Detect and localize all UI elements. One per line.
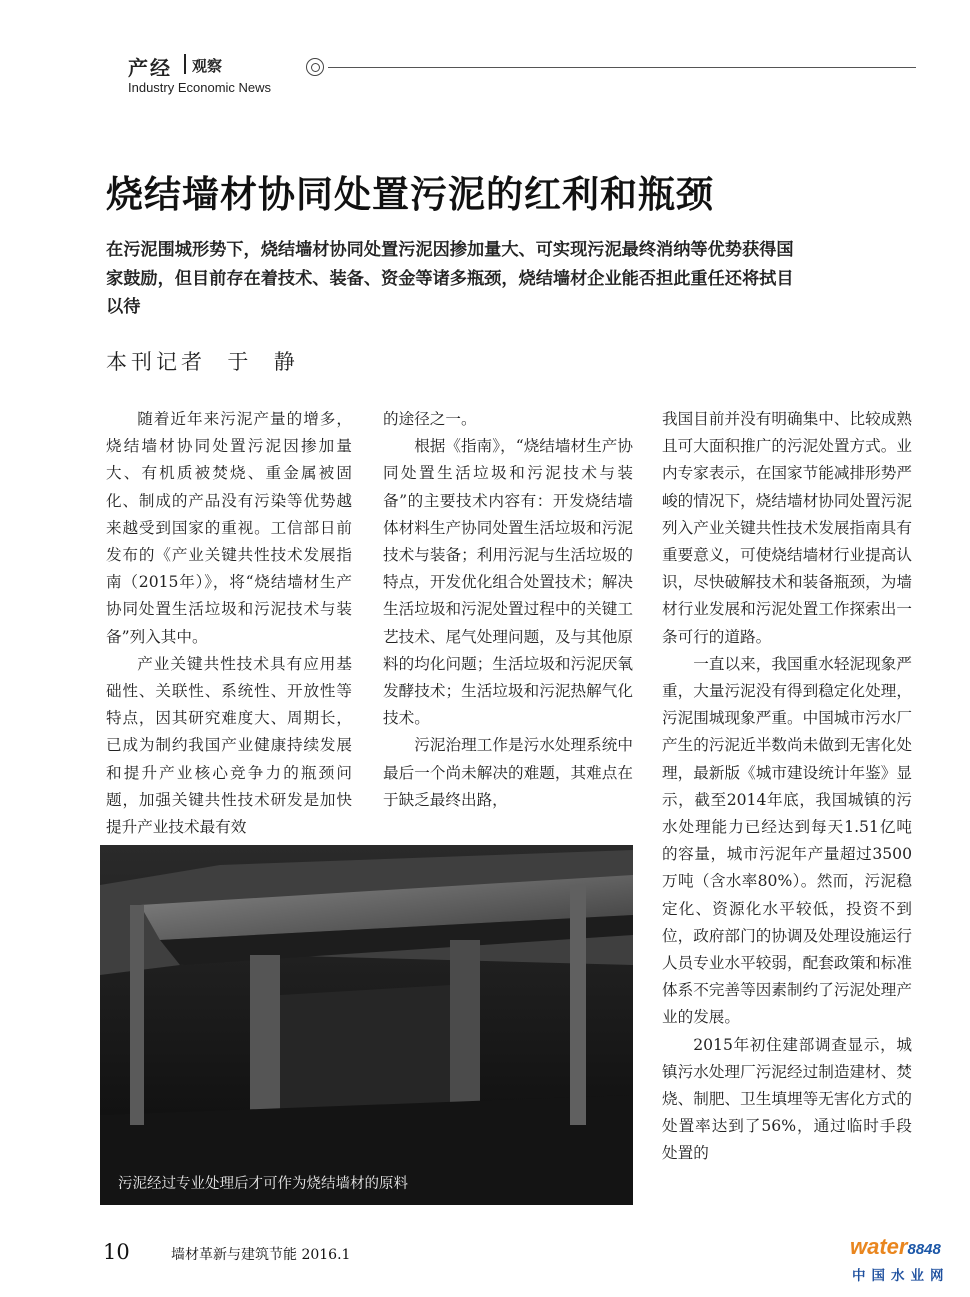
watermark-main: water	[850, 1234, 908, 1259]
article-title: 烧结墙材协同处置污泥的红利和瓶颈	[106, 173, 714, 216]
journal-name: 墙材革新与建筑节能 2016.1	[171, 1247, 351, 1263]
paragraph: 产业关键共性技术具有应用基础性、关联性、系统性、开放性等特点，因其研究难度大、周期长，已成为制约我国产业健康持续发展和提升产业核心竞争力的瓶颈问题，加强关键共性技术研发是加快提升产业技术最有效	[106, 654, 352, 837]
byline: 本刊记者 于 静	[106, 350, 299, 374]
header-divider	[328, 67, 916, 68]
section-separator	[184, 54, 186, 74]
paragraph: 根据《指南》，“烧结墙材生产协同处置生活垃圾和污泥技术与装备”的主要技术内容有：开发烧结墙体材料生产协同处置生活垃圾和污泥技术与装备；利用污泥与生活垃圾的特点，开发优化组合处置技术；解决生活垃圾和污泥处置过程中的关键工艺技术、尾气处理问题，及与其他原料的均化问题；生活垃圾和污泥厌氧发酵技术；生活垃圾和污泥热解气化技术。	[383, 437, 633, 728]
paragraph: 我国目前并没有明确集中、比较成熟且可大面积推广的污泥处置方式。业内专家表示，在国家节能减排形势严峻的情况下，烧结墙材协同处置污泥列入产业关键共性技术发展指南具有重要意义，可使烧结墙材行业提高认识，尽快破解技术和装备瓶颈，为墙材行业发展和污泥处置工作探索出一条可行的道路。	[662, 410, 912, 646]
section-name: 产经	[128, 56, 172, 80]
watermark-logo	[850, 1234, 970, 1294]
photo-caption: 污泥经过专业处理后才可作为烧结墙材的原料	[118, 1176, 408, 1192]
column-3	[662, 406, 912, 1168]
paragraph: 的途径之一。	[383, 410, 477, 428]
photo-machinery-illustration	[100, 845, 633, 1205]
paragraph: 污泥治理工作是污水处理系统中最后一个尚未解决的难题，其难点在于缺乏最终出路，	[383, 736, 633, 809]
section-header	[128, 52, 928, 102]
section-subname: 观察	[192, 57, 223, 75]
watermark-subtitle: 中国水业网	[852, 1268, 950, 1284]
paragraph: 随着近年来污泥产量的增多，烧结墙材协同处置污泥因掺加量大、有机质被焚烧、重金属被固化、制成的产品没有污染等优势越来越受到国家的重视。工信部日前发布的《产业关键共性技术发展指南（2015年）》，将“烧结墙材生产协同处置生活垃圾和污泥技术与装备”列入其中。	[106, 410, 352, 646]
column-1	[106, 406, 352, 841]
article-photo	[100, 845, 633, 1205]
paragraph: 2015年初住建部调查显示，城镇污水处理厂污泥经过制造建材、焚烧、制肥、卫生填埋等无害化方式的处置率达到了56%，通过临时手段处置的	[662, 1035, 912, 1163]
target-circle-icon	[306, 58, 324, 76]
article-lede: 在污泥围城形势下，烧结墙材协同处置污泥因掺加量大、可实现污泥最终消纳等优势获得国家鼓励，但目前存在着技术、装备、资金等诸多瓶颈，烧结墙材企业能否担此重任还将拭目以待	[106, 240, 794, 317]
watermark-wordmark	[850, 1234, 941, 1260]
watermark-number: 8848	[907, 1241, 941, 1258]
paragraph: 一直以来，我国重水轻泥现象严重，大量污泥没有得到稳定化处理，污泥围城现象严重。中国城市污水厂产生的污泥近半数尚未做到无害化处理，最新版《城市建设统计年鉴》显示，截至2014年底，我国城镇的污水处理能力已经达到每天1.51亿吨的容量，城市污泥年产量超过3500万吨（含水率80%）。然而，污泥稳定化、资源化水平较低，投资不到位，政府部门的协调及处理设施运行人员专业水平较弱，配套政策和标准体系不完善等因素制约了污泥处理产业的发展。	[662, 654, 912, 1027]
column-2	[383, 406, 633, 814]
section-english-name: Industry Economic News	[128, 80, 272, 95]
page-number: 10	[103, 1240, 130, 1264]
